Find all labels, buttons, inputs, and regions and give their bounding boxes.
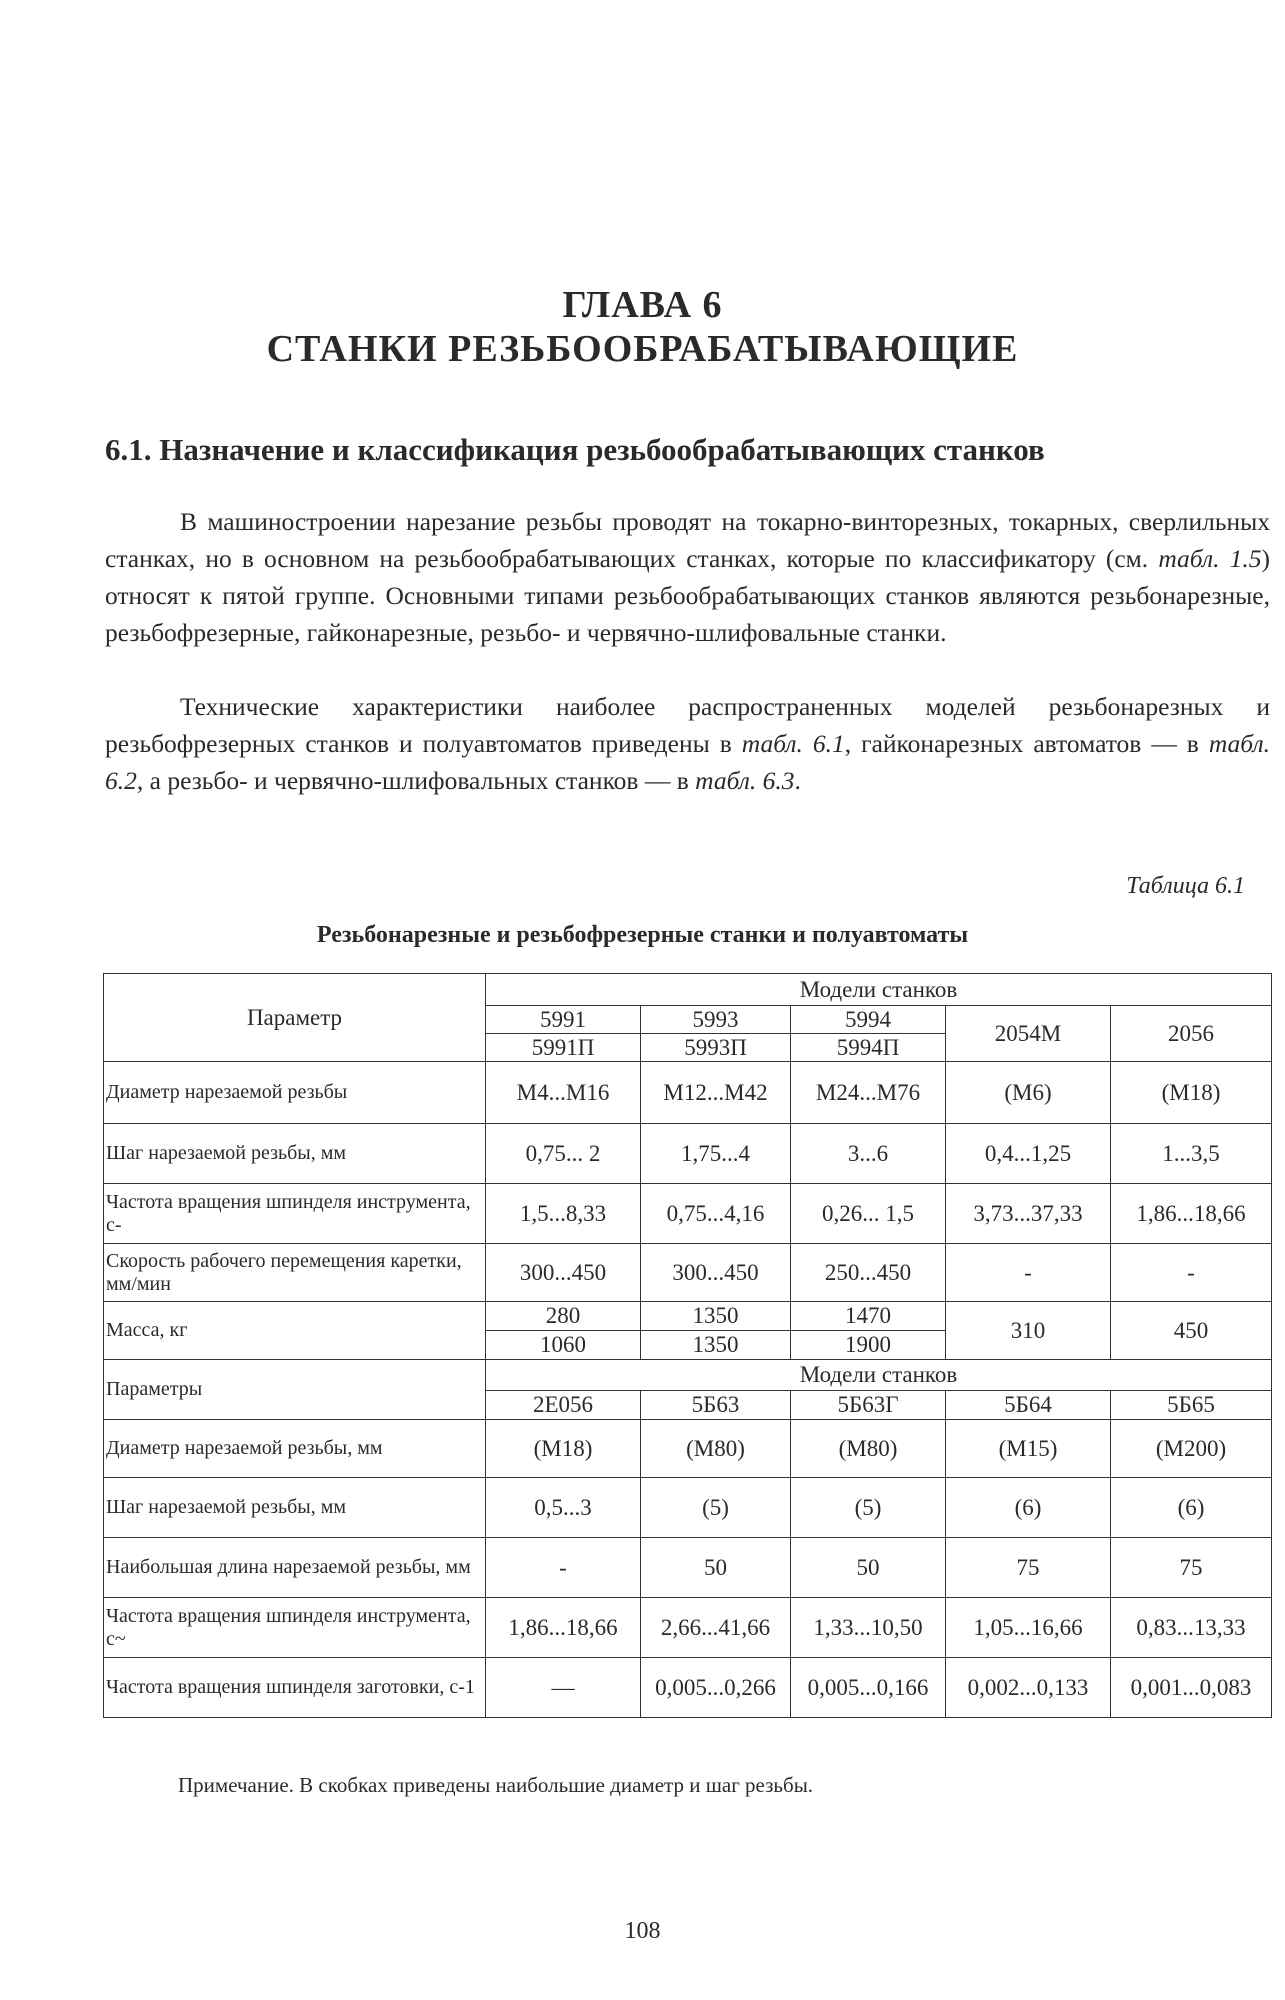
model-cell: 5991 xyxy=(486,1006,641,1034)
value-cell: 1350 xyxy=(641,1302,791,1331)
value-cell: 0,75... 2 xyxy=(486,1124,641,1184)
table-header-row xyxy=(104,974,1272,1006)
model-cell: 2Е056 xyxy=(486,1391,641,1420)
p2-text-c: , а резьбо- и червячно-шлифовальных станков — в xyxy=(136,766,696,795)
value-cell: 1,86...18,66 xyxy=(1111,1184,1272,1244)
row-label: Частота вращения шпинделя инструмента, с- xyxy=(104,1184,486,1244)
row-label: Диаметр нарезаемой резьбы, мм xyxy=(104,1420,486,1478)
row-label: Скорость рабочего перемещения каретки, мм/мин xyxy=(104,1244,486,1302)
page-number: 108 xyxy=(624,1918,661,1944)
value-cell: 75 xyxy=(946,1538,1111,1598)
value-cell: 1,5...8,33 xyxy=(486,1184,641,1244)
models-header-2: Модели станков xyxy=(486,1360,1272,1391)
value-cell: 1...3,5 xyxy=(1111,1124,1272,1184)
value-cell: 1,86...18,66 xyxy=(486,1598,641,1658)
models-header: Модели станков xyxy=(486,974,1272,1006)
row-label: Частота вращения шпинделя инструмента, с~ xyxy=(104,1598,486,1658)
row-label: Шаг нарезаемой резьбы, мм xyxy=(104,1124,486,1184)
value-cell: 1350 xyxy=(641,1331,791,1360)
row-label: Частота вращения шпинделя заготовки, с-1 xyxy=(104,1658,486,1718)
value-cell: - xyxy=(1111,1244,1272,1302)
value-cell: 50 xyxy=(641,1538,791,1598)
table-row xyxy=(104,1184,1272,1244)
value-cell: 0,26... 1,5 xyxy=(791,1184,946,1244)
value-cell: 0,83...13,33 xyxy=(1111,1598,1272,1658)
value-cell: - xyxy=(946,1244,1111,1302)
table-row xyxy=(104,1538,1272,1598)
p2-text-a: Технические характеристики наиболее распространенных моделей резьбонарезных и резьбофрезерных станков и полуавтоматов приведены в xyxy=(105,692,1270,758)
value-cell: 0,5...3 xyxy=(486,1478,641,1538)
value-cell: (М80) xyxy=(791,1420,946,1478)
value-cell: (5) xyxy=(641,1478,791,1538)
value-cell: 2,66...41,66 xyxy=(641,1598,791,1658)
chapter-title: СТАНКИ РЕЗЬБООБРАБАТЫВАЮЩИЕ xyxy=(266,328,1019,370)
table-label: Таблица 6.1 xyxy=(1126,873,1245,899)
value-cell: (М6) xyxy=(946,1062,1111,1124)
model-cell: 5993 xyxy=(641,1006,791,1034)
table-row xyxy=(104,1598,1272,1658)
value-cell: М12...М42 xyxy=(641,1062,791,1124)
value-cell: (М200) xyxy=(1111,1420,1272,1478)
value-cell: 1900 xyxy=(791,1331,946,1360)
value-cell: — xyxy=(486,1658,641,1718)
value-cell: 0,005...0,166 xyxy=(791,1658,946,1718)
row-label: Шаг нарезаемой резьбы, мм xyxy=(104,1478,486,1538)
p1-text-b: ) относят к пятой группе. Основными типами резьбообрабатывающих станков являются резьбонарезные, резьбофрезерные, гайконарезные, резьбо- и червячно-шлифовальные станки. xyxy=(105,544,1270,647)
table-row xyxy=(104,1658,1272,1718)
model-cell: 5994 xyxy=(791,1006,946,1034)
model-cell: 5991П xyxy=(486,1034,641,1062)
table-note: Примечание. В скобках приведены наибольшие диаметр и шаг резьбы. xyxy=(178,1773,814,1797)
table-caption: Резьбонарезные и резьбофрезерные станки и полуавтоматы xyxy=(316,922,969,948)
param-header: Параметр xyxy=(104,974,486,1062)
model-cell: 5Б63Г xyxy=(791,1391,946,1420)
value-cell: 300...450 xyxy=(641,1244,791,1302)
value-cell: 310 xyxy=(946,1302,1111,1360)
model-cell: 5Б64 xyxy=(946,1391,1111,1420)
table-ref-6-3: табл. 6.3 xyxy=(695,766,795,795)
value-cell: 3...6 xyxy=(791,1124,946,1184)
value-cell: М24...М76 xyxy=(791,1062,946,1124)
model-cell: 2054М xyxy=(946,1006,1111,1062)
value-cell: (М80) xyxy=(641,1420,791,1478)
value-cell: 250...450 xyxy=(791,1244,946,1302)
value-cell: 280 xyxy=(486,1302,641,1331)
value-cell: (М15) xyxy=(946,1420,1111,1478)
param-header-2: Параметры xyxy=(104,1360,486,1420)
value-cell: 1,33...10,50 xyxy=(791,1598,946,1658)
row-label: Диаметр нарезаемой резьбы xyxy=(104,1062,486,1124)
value-cell: 450 xyxy=(1111,1302,1272,1360)
table-row xyxy=(104,1420,1272,1478)
model-cell: 5994П xyxy=(791,1034,946,1062)
part2-header-row xyxy=(104,1360,1272,1391)
value-cell: 300...450 xyxy=(486,1244,641,1302)
value-cell: 0,4...1,25 xyxy=(946,1124,1111,1184)
value-cell: 1,75...4 xyxy=(641,1124,791,1184)
section-title: 6.1. Назначение и классификация резьбообрабатывающих станков xyxy=(105,432,1045,467)
table-row xyxy=(104,1124,1272,1184)
p1-text-a: В машиностроении нарезание резьбы проводят на токарно-винторезных, токарных, сверлильных станках, но в основном на резьбообрабатывающих станках, которые по классификатору (см. xyxy=(105,507,1270,573)
value-cell: - xyxy=(486,1538,641,1598)
value-cell: 1060 xyxy=(486,1331,641,1360)
table-ref-6-2: табл. 6.2 xyxy=(105,729,1270,795)
value-cell: (5) xyxy=(791,1478,946,1538)
table-ref-1-5: табл. 1.5 xyxy=(1158,544,1262,573)
value-cell: 1,05...16,66 xyxy=(946,1598,1111,1658)
p2-text-b: , гайконарезных автоматов — в xyxy=(844,729,1209,758)
value-cell: 50 xyxy=(791,1538,946,1598)
paragraph-1 xyxy=(105,503,1270,651)
paragraph-2 xyxy=(105,688,1270,799)
row-label: Масса, кг xyxy=(104,1302,486,1360)
mass-top-row xyxy=(104,1302,1272,1331)
value-cell: (6) xyxy=(946,1478,1111,1538)
model-cell: 5Б65 xyxy=(1111,1391,1272,1420)
table-row xyxy=(104,1062,1272,1124)
model-cell: 5993П xyxy=(641,1034,791,1062)
value-cell: 0,005...0,266 xyxy=(641,1658,791,1718)
value-cell: 0,75...4,16 xyxy=(641,1184,791,1244)
specs-table xyxy=(103,973,1272,1718)
value-cell: (М18) xyxy=(486,1420,641,1478)
value-cell: 75 xyxy=(1111,1538,1272,1598)
table-ref-6-1: табл. 6.1 xyxy=(741,729,845,758)
p2-text-d: . xyxy=(794,766,801,795)
model-cell: 2056 xyxy=(1111,1006,1272,1062)
value-cell: 1470 xyxy=(791,1302,946,1331)
value-cell: 0,001...0,083 xyxy=(1111,1658,1272,1718)
value-cell: (М18) xyxy=(1111,1062,1272,1124)
value-cell: 3,73...37,33 xyxy=(946,1184,1111,1244)
chapter-number: ГЛАВА 6 xyxy=(562,284,723,326)
value-cell: 0,002...0,133 xyxy=(946,1658,1111,1718)
model-cell: 5Б63 xyxy=(641,1391,791,1420)
table-row xyxy=(104,1244,1272,1302)
value-cell: М4...М16 xyxy=(486,1062,641,1124)
table-row xyxy=(104,1478,1272,1538)
row-label: Наибольшая длина нарезаемой резьбы, мм xyxy=(104,1538,486,1598)
value-cell: (6) xyxy=(1111,1478,1272,1538)
